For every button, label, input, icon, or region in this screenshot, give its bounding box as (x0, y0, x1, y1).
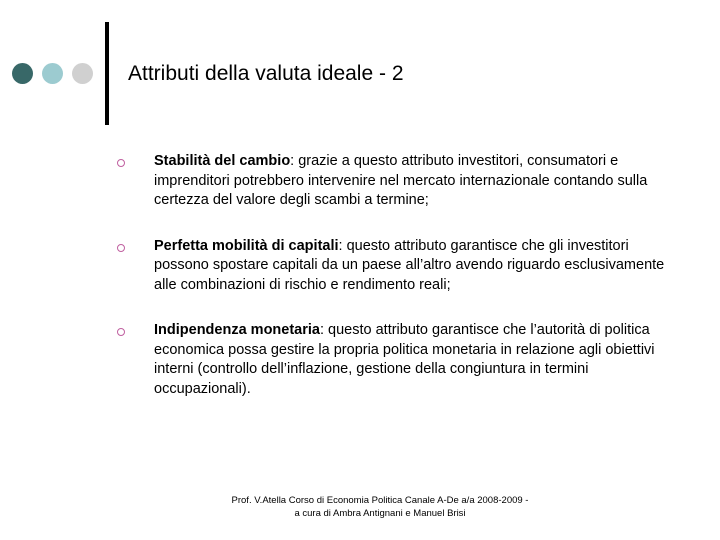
bullet-text: : grazie a questo attributo investitori, consumatori e imprenditori potrebbero intervenire nel mercato internazionale contando sulla certezza del valore degli scambi a termine; (154, 153, 648, 208)
bullet-circle-icon (117, 328, 125, 336)
dot-teal-icon (42, 63, 63, 84)
bullet-list (115, 152, 675, 425)
bullet-text: : questo attributo garantisce che l’autorità di politica economica possa gestire la propria politica monetaria in relazione agli obiettivi interni (controllo dell’inflazione, gestione della congiuntura in termini occupazionali). (154, 322, 655, 397)
slide-title: Attributi della valuta ideale - 2 (128, 62, 404, 85)
bullet-term: Stabilità del cambio (154, 153, 291, 169)
decorative-dots (12, 63, 96, 87)
bullet-item-stabilita (115, 152, 675, 211)
title-divider (105, 22, 109, 125)
dot-gray-icon (72, 63, 93, 84)
bullet-item-indipendenza (115, 321, 675, 399)
bullet-item-mobilita (115, 237, 675, 296)
dot-dark-icon (12, 63, 33, 84)
bullet-term: Perfetta mobilità di capitali (154, 237, 339, 254)
footer-line-2: a cura di Ambra Antignani e Manuel Brisi (294, 508, 466, 519)
bullet-circle-icon (117, 159, 125, 167)
slide-footer (200, 494, 560, 520)
bullet-circle-icon (117, 244, 125, 252)
bullet-term: Indipendenza monetaria (154, 322, 320, 338)
footer-line-1: Prof. V.Atella Corso di Economia Politica Canale A-De a/a 2008-2009 - (231, 495, 529, 506)
bullet-text: : questo attributo garantisce che gli investitori possono spostare capitali da un paese all’altro avendo riguardo esclusivamente alle combinazioni di rischio e rendimento reali; (154, 237, 665, 293)
